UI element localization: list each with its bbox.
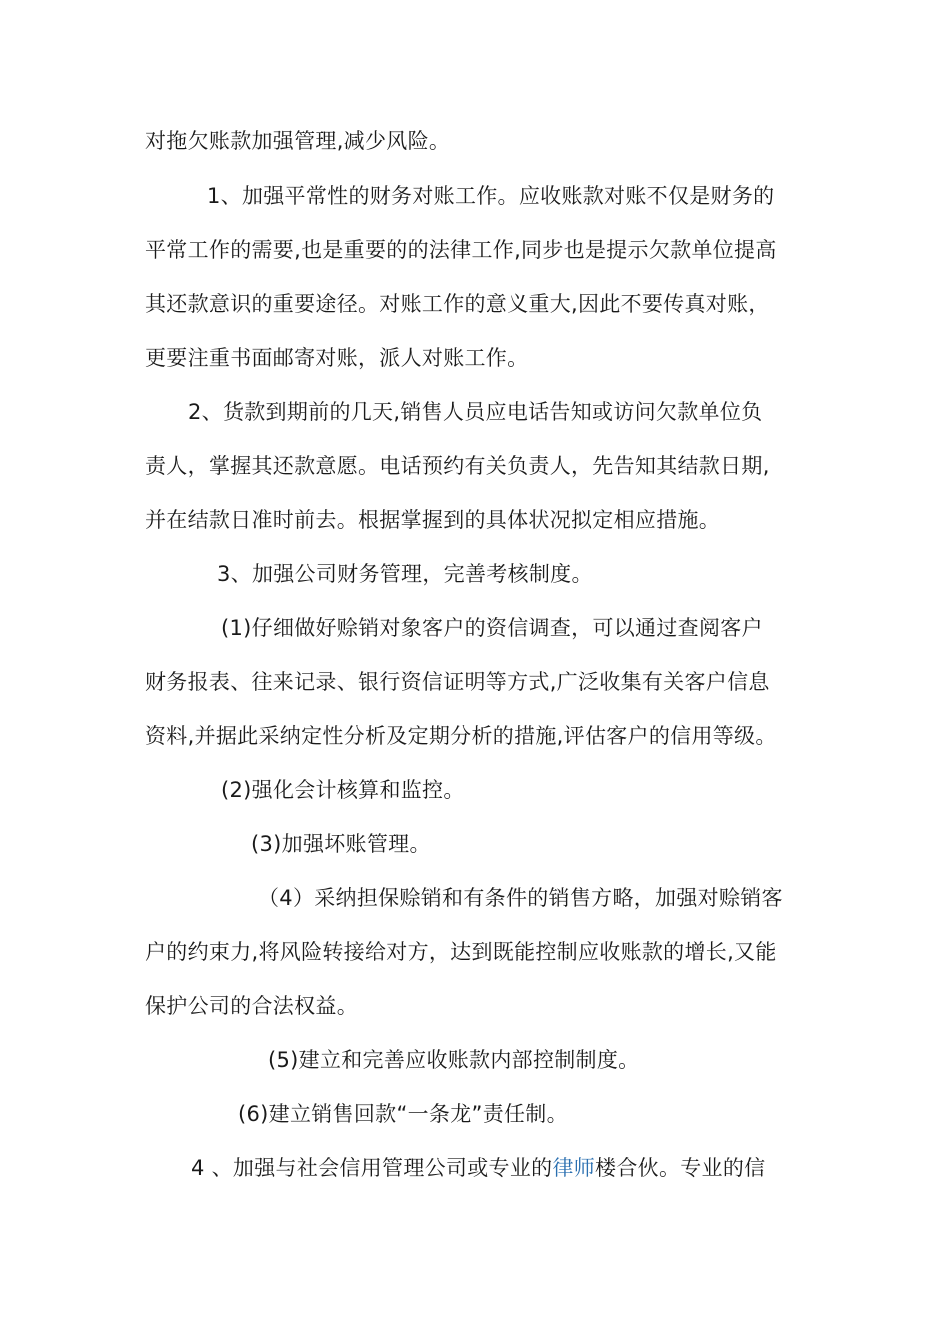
text-line: 平常工作的需要,也是重要的的法律工作,同步也是提示欠款单位提高: [145, 238, 777, 262]
text-line: （4）采纳担保赊销和有条件的销售方略，加强对赊销客: [258, 886, 783, 910]
text-line: 其还款意识的重要途径。对账工作的意义重大,因此不要传真对账，: [145, 292, 770, 316]
text-line: 保护公司的合法权益。: [145, 994, 358, 1018]
text-line: (1)仔细做好赊销对象客户的资信调查，可以通过查阅客户: [221, 616, 763, 640]
text-line: 1、加强平常性的财务对账工作。应收账款对账不仅是财务的: [207, 184, 775, 208]
text-line: 并在结款日准时前去。根据掌握到的具体状况拟定相应措施。: [145, 508, 721, 532]
text-line: (3)加强坏账管理。: [251, 832, 431, 856]
text-segment: 4 、加强与社会信用管理公司或专业的: [191, 1156, 553, 1180]
text-line: (6)建立销售回款“一条龙”责任制。: [238, 1102, 568, 1126]
text-segment: 楼合伙。专业的信: [595, 1156, 766, 1180]
text-line: 更要注重书面邮寄对账，派人对账工作。: [145, 346, 529, 370]
text-line: 2、货款到期前的几天,销售人员应电话告知或访问欠款单位负: [188, 400, 763, 424]
text-line: 对拖欠账款加强管理,减少风险。: [145, 129, 451, 153]
text-line: 责人，掌握其还款意愿。电话预约有关负责人，先告知其结款日期,: [145, 454, 770, 478]
text-line: (2)强化会计核算和监控。: [221, 778, 465, 802]
lawyer-link[interactable]: 律师: [552, 1156, 596, 1180]
text-line: 户的约束力,将风险转接给对方，达到既能控制应收账款的增长,又能: [145, 940, 777, 964]
text-line: (5)建立和完善应收账款内部控制制度。: [268, 1048, 640, 1072]
text-line-with-link: [191, 1152, 765, 1184]
text-line: 财务报表、往来记录、银行资信证明等方式,广泛收集有关客户信息: [145, 670, 770, 694]
text-line: 3、加强公司财务管理，完善考核制度。: [217, 562, 593, 586]
text-line: 资料,并据此采纳定性分析及定期分析的措施,评估客户的信用等级。: [145, 724, 777, 748]
